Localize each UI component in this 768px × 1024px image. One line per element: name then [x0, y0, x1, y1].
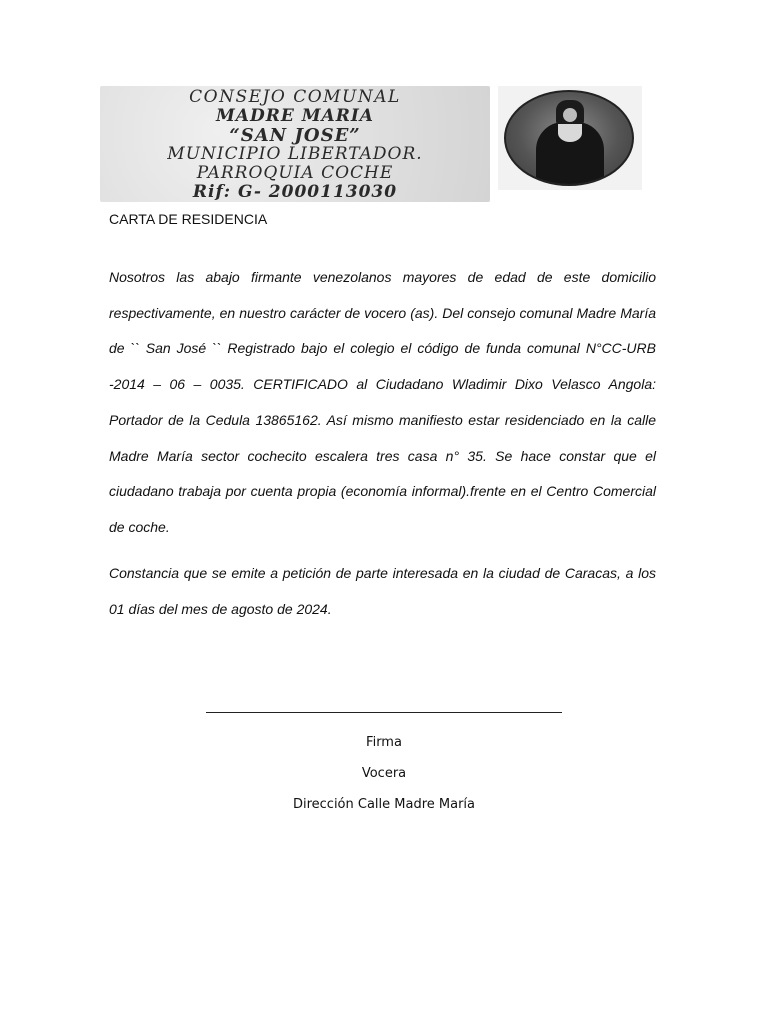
- portrait-oval: [504, 90, 634, 186]
- certification-paragraph: Nosotros las abajo firmante venezolanos mayores de edad de este domicilio respectivamente, en nuestro carácter de vocero (as). Del consejo comunal Madre María de `` San José `` Registrado bajo el colegio el código de funda comunal N°CC-URB -2014 – 06 – 0035. CERTIFICADO al Ciudadano Wladimir Dixo Velasco Angola: Portador de la Cedula 13865162. Así mismo manifiesto estar residenciado en la calle Madre María sector cochecito escalera tres casa n° 35. Se hace constar que el ciudadano trabaja por cuenta propia (economía informal).frente en el Centro Comercial de coche.: [109, 269, 656, 535]
- letterhead-line-name: MADRE MARIA: [215, 106, 375, 126]
- letterhead-line-sector: “SAN JOSE”: [229, 125, 361, 146]
- letterhead-line-municipality: MUNICIPIO LIBERTADOR.: [167, 144, 423, 164]
- letterhead-line-council: CONSEJO COMUNAL: [189, 87, 401, 107]
- portrait-photo: [498, 86, 642, 190]
- signer-role: Vocera: [361, 766, 407, 781]
- issuance-paragraph: Constancia que se emite a petición de parte interesada en la ciudad de Caracas, a los 01 días del mes de agosto de 2024.: [109, 565, 656, 617]
- portrait-figure-collar: [558, 124, 582, 142]
- document-title: CARTA DE RESIDENCIA: [109, 211, 268, 227]
- letterhead-line-rif: Rif: G- 2000113030: [192, 182, 398, 202]
- portrait-figure-face: [563, 108, 577, 122]
- letterhead-banner: [100, 86, 490, 202]
- signature-line: [206, 712, 562, 713]
- letterhead-line-parish: PARROQUIA COCHE: [196, 163, 394, 183]
- signature-label: Firma: [366, 735, 402, 750]
- signer-address: Dirección Calle Madre María: [292, 797, 476, 812]
